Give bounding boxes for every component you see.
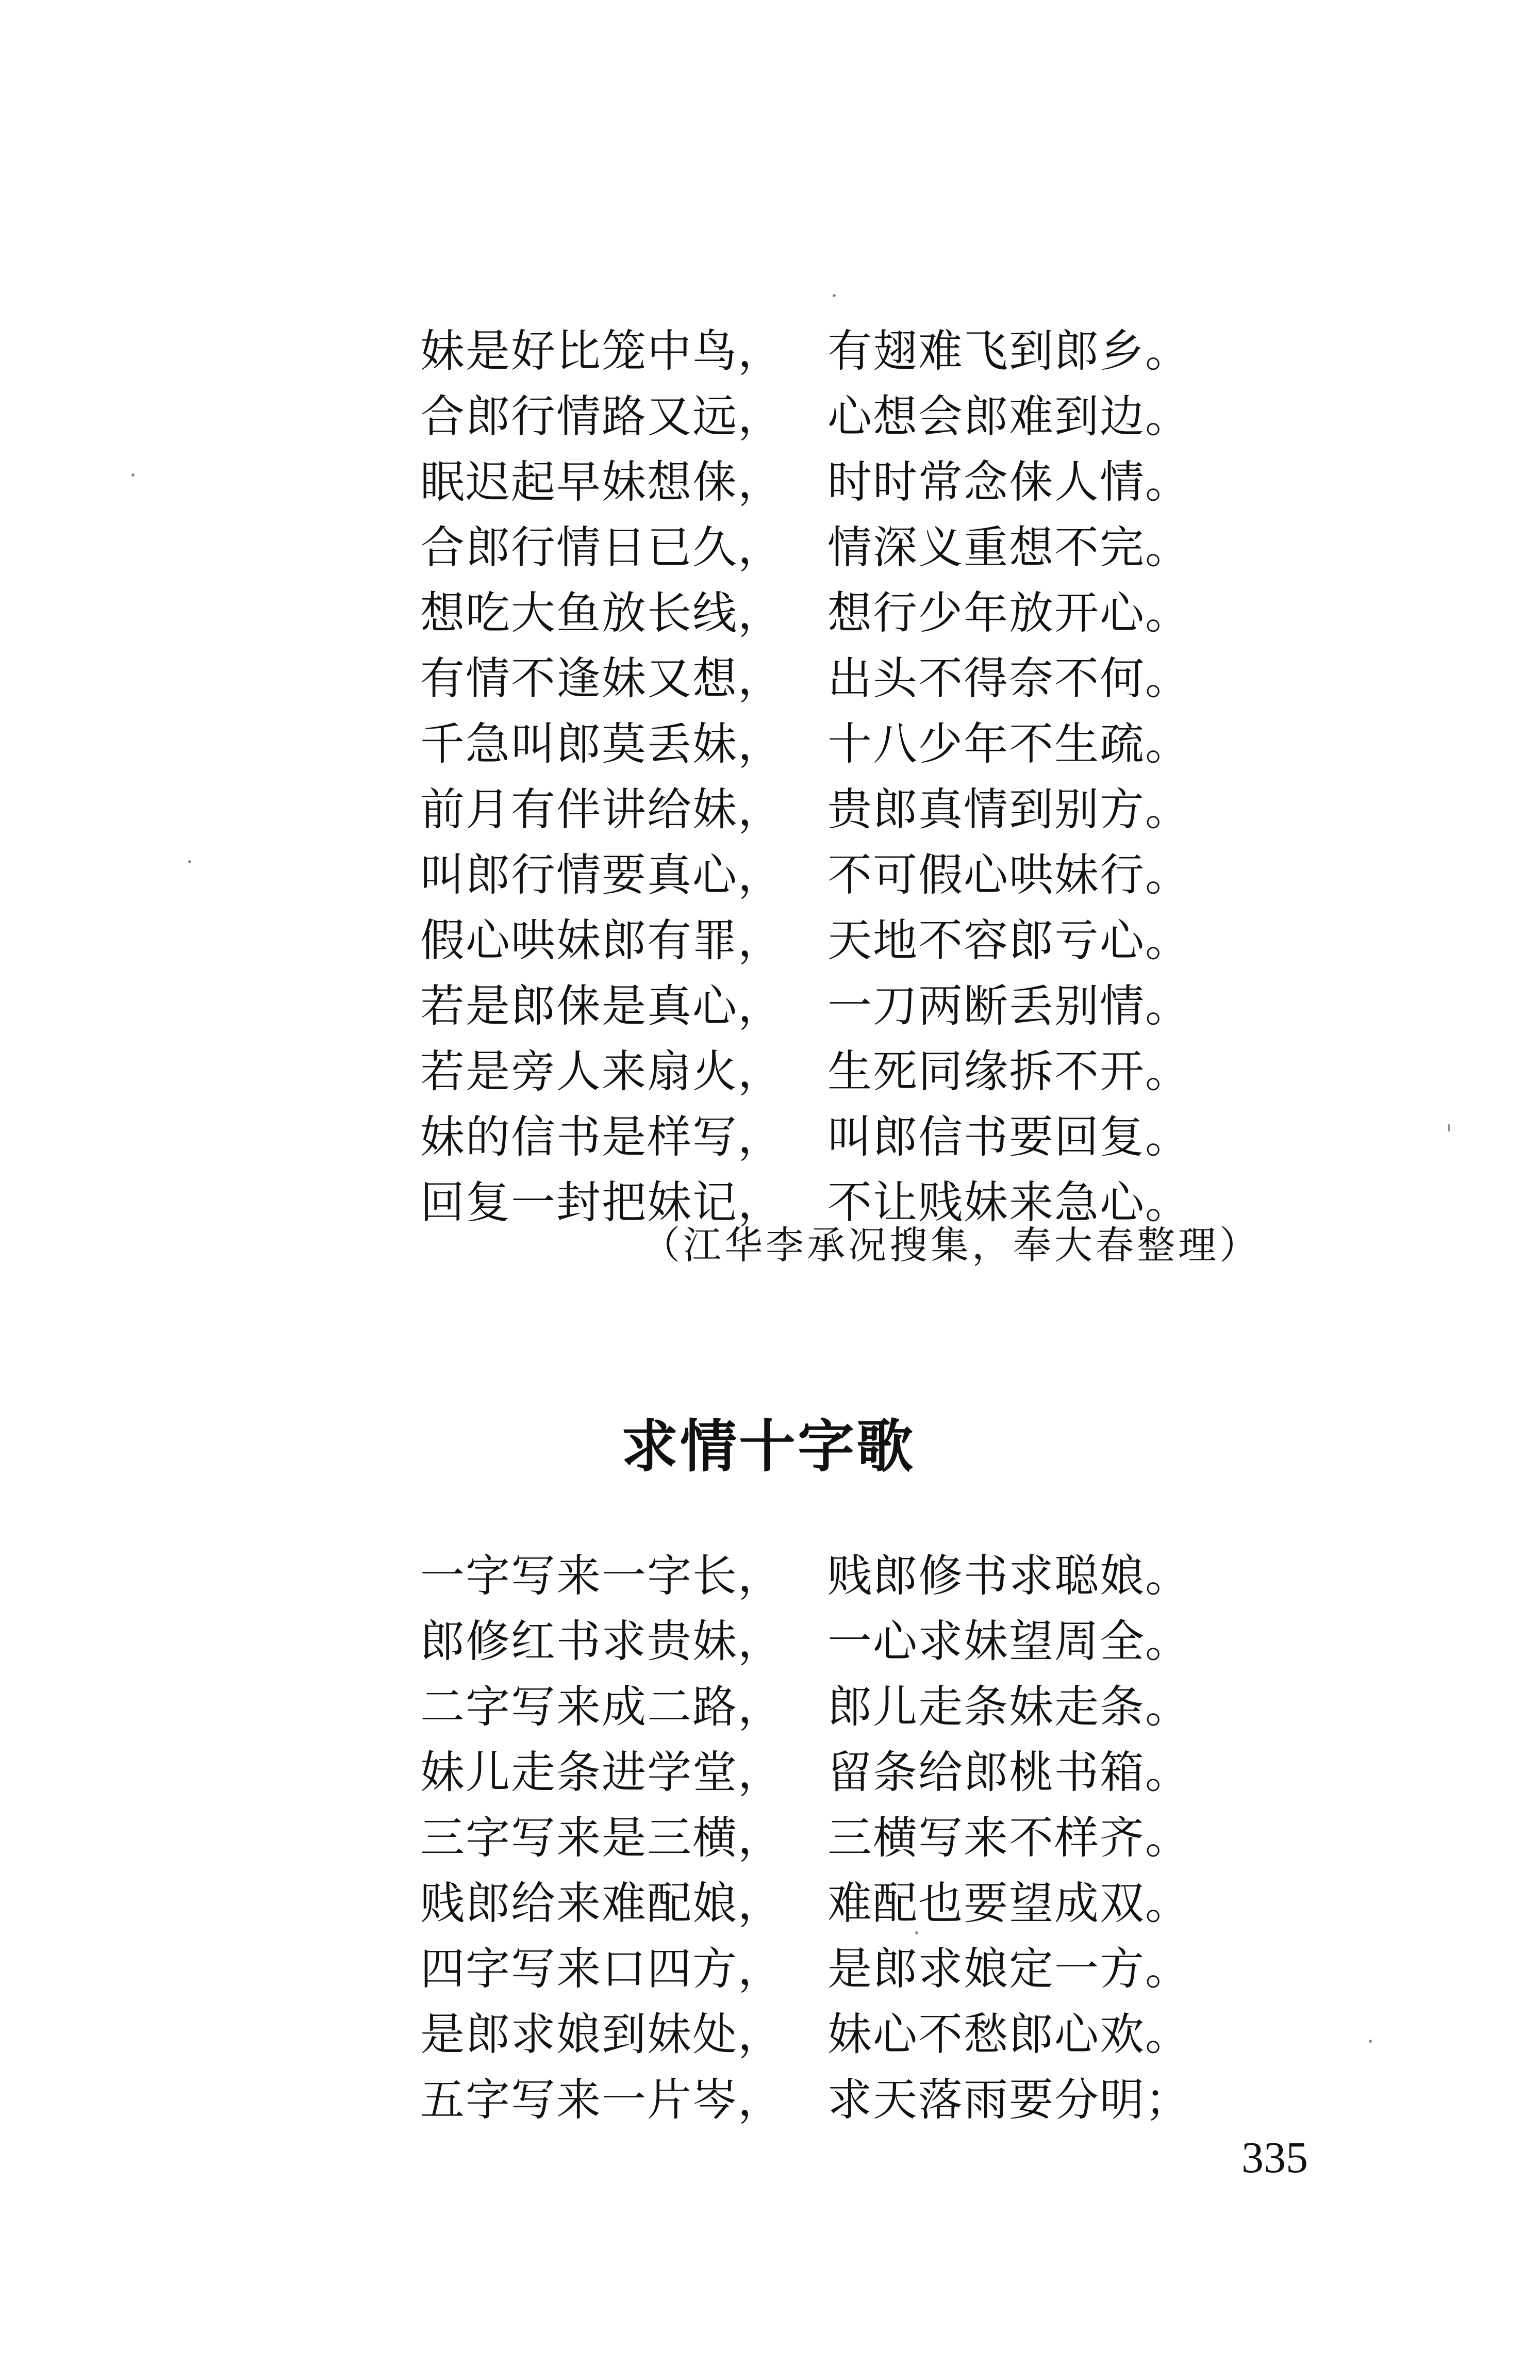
scan-speck	[915, 1931, 918, 1934]
section-title: 求情十字歌	[621, 1414, 915, 1480]
poem-line-second: 留条给郎桃书箱。	[827, 1747, 1190, 1798]
poem-line-first: 千急叫郎莫丢妹，	[420, 718, 783, 770]
poem-line	[420, 2002, 1194, 2067]
poem-line-first: 合郎行情日已久，	[420, 522, 783, 573]
scan-speck	[1448, 1124, 1450, 1131]
poem-line	[420, 1740, 1194, 1805]
poem-line	[420, 1936, 1194, 2002]
poem-line-first: 前月有伴讲给妹，	[420, 784, 783, 835]
poem-line-second: 生死同缘拆不开。	[827, 1046, 1190, 1097]
poem-line-second: 难配也要望成双。	[827, 1878, 1190, 1929]
scan-speck	[1369, 2040, 1372, 2043]
scan-speck	[131, 473, 135, 477]
poem-line	[420, 1609, 1194, 1675]
poem-line	[420, 1105, 1194, 1170]
poem-line-first: 贱郎给来难配娘，	[420, 1878, 783, 1929]
poem-line	[420, 1544, 1194, 1609]
poem-section	[420, 1544, 1194, 2133]
poem-line-first: 二字写来成二路，	[420, 1681, 783, 1733]
poem-line	[420, 2067, 1194, 2133]
page-number: 335	[1241, 2132, 1308, 2182]
poem-line	[420, 712, 1194, 777]
poem-line	[420, 1805, 1194, 1871]
poem-line-second: 贵郎真情到别方。	[827, 784, 1190, 835]
poem-line-second: 妹心不愁郎心欢。	[827, 2009, 1190, 2060]
poem-line-second: 不可假心哄妹行。	[827, 849, 1190, 901]
poem-line-first: 三字写来是三横，	[420, 1812, 783, 1864]
poem-line-second: 一刀两断丢别情。	[827, 980, 1190, 1032]
poem-line-first: 妹儿走条进学堂，	[420, 1747, 783, 1798]
poem-line-first: 假心哄妹郎有罪，	[420, 915, 783, 966]
poem-line-first: 若是旁人来扇火，	[420, 1046, 783, 1097]
poem-line-first: 五字写来一片岑，	[420, 2074, 783, 2126]
poem-line	[420, 843, 1194, 908]
poem-line	[420, 908, 1194, 974]
poem-line	[420, 581, 1194, 646]
poem-line-first: 想吃大鱼放长线，	[420, 587, 783, 639]
poem-continued	[420, 319, 1194, 1236]
poem-line-first: 叫郎行情要真心，	[420, 849, 783, 901]
poem-line-first: 妹的信书是样写，	[420, 1111, 783, 1163]
poem-line-second: 有翅难飞到郎乡。	[827, 325, 1190, 377]
poem-line	[420, 515, 1194, 581]
poem-line-second: 贱郎修书求聪娘。	[827, 1550, 1190, 1602]
collector-credit: （江华李承况搜集，奉大春整理）	[642, 1223, 1261, 1268]
poem-line	[420, 1675, 1194, 1740]
poem-line-first: 有情不逢妹又想，	[420, 653, 783, 704]
poem-line	[420, 777, 1194, 843]
poem-line-second: 郎儿走条妹走条。	[827, 1681, 1190, 1733]
poem-line	[420, 384, 1194, 450]
scan-speck	[833, 294, 836, 297]
poem-line-second: 是郎求娘定一方。	[827, 1943, 1190, 1995]
poem-line-first: 是郎求娘到妹处，	[420, 2009, 783, 2060]
scan-speck	[188, 860, 191, 863]
poem-line-first: 若是郎俫是真心，	[420, 980, 783, 1032]
poem-line-first: 四字写来口四方，	[420, 1943, 783, 1995]
poem-line-first: 妹是好比笼中鸟，	[420, 325, 783, 377]
poem-line	[420, 319, 1194, 384]
poem-line	[420, 1039, 1194, 1105]
poem-line-second: 十八少年不生疏。	[827, 718, 1190, 770]
poem-line-first: 一字写来一字长，	[420, 1550, 783, 1602]
poem-line	[420, 1871, 1194, 1936]
poem-line-first: 回复一封把妹记，	[420, 1177, 783, 1228]
poem-line-second: 时时常念俫人情。	[827, 456, 1190, 508]
poem-line-second: 情深义重想不完。	[827, 522, 1190, 573]
poem-line-first: 合郎行情路又远，	[420, 391, 783, 442]
poem-line	[420, 450, 1194, 515]
poem-line-second: 天地不容郎亏心。	[827, 915, 1190, 966]
poem-line-second: 叫郎信书要回复。	[827, 1111, 1190, 1163]
poem-line-second: 三横写来不样齐。	[827, 1812, 1190, 1864]
poem-line	[420, 974, 1194, 1039]
poem-line-second: 出头不得奈不何。	[827, 653, 1190, 704]
poem-line-second: 心想会郎难到边。	[827, 391, 1190, 442]
poem-line-second: 一心求妹望周全。	[827, 1616, 1190, 1667]
poem-line	[420, 646, 1194, 712]
poem-line-second: 求天落雨要分明；	[827, 2074, 1190, 2126]
poem-line-second: 想行少年放开心。	[827, 587, 1190, 639]
poem-line-second: 不让贱妹来急心。	[827, 1177, 1190, 1228]
poem-line-first: 郎修红书求贵妹，	[420, 1616, 783, 1667]
poem-line-first: 眠迟起早妹想俫，	[420, 456, 783, 508]
